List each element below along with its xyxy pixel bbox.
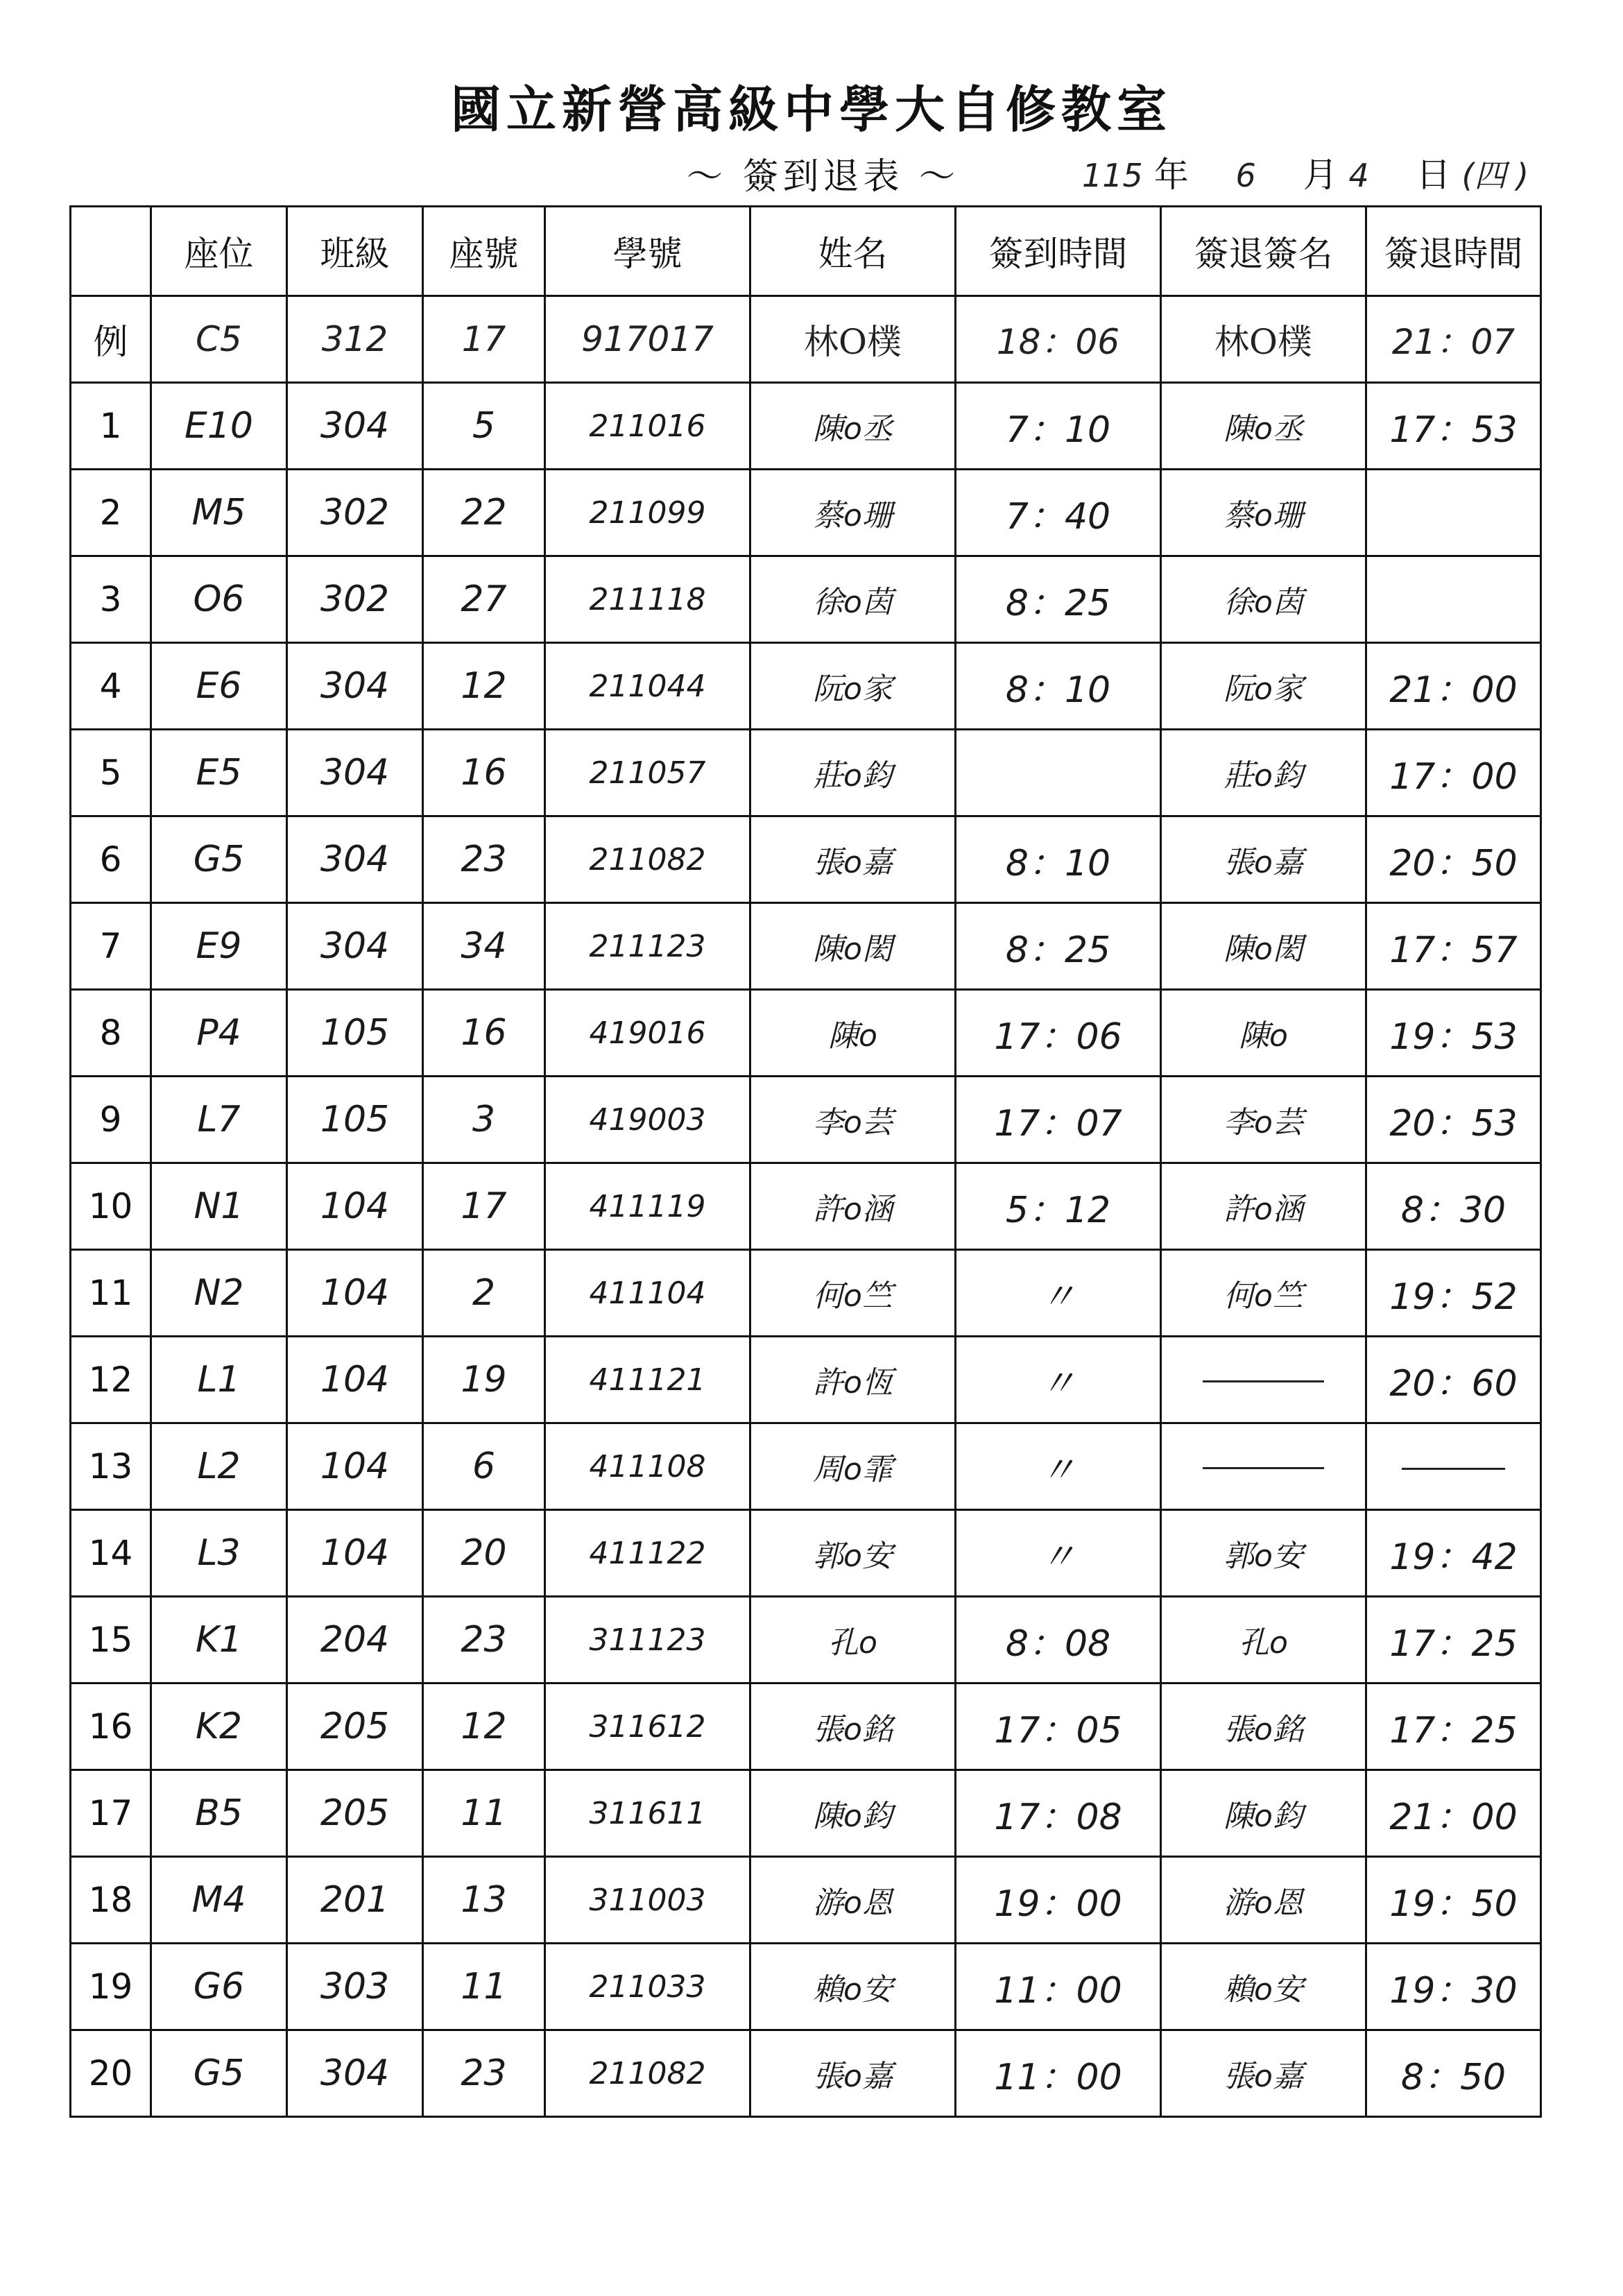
name-cell: 李o芸 [750, 1077, 956, 1163]
signature-cell: 徐o茵 [1161, 556, 1366, 643]
class-cell: 104 [287, 1510, 423, 1597]
class-cell: 104 [287, 1423, 423, 1510]
student-id-cell: 211082 [545, 816, 750, 903]
table-row [71, 1423, 1541, 1510]
checkin-time-cell: 〃 [956, 1423, 1161, 1510]
student-id-cell: 211118 [545, 556, 750, 643]
sign-in-table [69, 205, 1542, 2118]
seat-cell: L3 [151, 1510, 287, 1597]
class-cell: 104 [287, 1163, 423, 1250]
checkout-time-cell: 20：53 [1366, 1077, 1541, 1163]
row-number: 1 [71, 383, 151, 470]
student-id-cell: 411108 [545, 1423, 750, 1510]
date-day-label: 日 [1416, 155, 1451, 195]
seat-number-cell: 23 [423, 816, 545, 903]
seat-number-cell: 22 [423, 470, 545, 556]
student-id-cell: 211033 [545, 1944, 750, 2030]
row-number: 16 [71, 1684, 151, 1770]
checkin-time-cell: 8：10 [956, 643, 1161, 730]
name-cell: 陳o丞 [750, 383, 956, 470]
checkout-time-cell: 19：53 [1366, 990, 1541, 1077]
signature-cell: 陳o鈞 [1161, 1770, 1366, 1857]
table-row [71, 730, 1541, 816]
row-number: 6 [71, 816, 151, 903]
seat-number-cell: 23 [423, 1597, 545, 1684]
example-row [71, 296, 1541, 383]
signature-cell: 何o竺 [1161, 1250, 1366, 1337]
checkout-time-cell: 20：60 [1366, 1337, 1541, 1423]
seat-number-cell: 11 [423, 1944, 545, 2030]
checkin-time-cell [956, 730, 1161, 816]
signature-cell: 張o嘉 [1161, 2030, 1366, 2117]
student-id-cell: 211123 [545, 903, 750, 990]
student-id-cell: 211016 [545, 383, 750, 470]
name-cell: 郭o安 [750, 1510, 956, 1597]
class-cell: 304 [287, 730, 423, 816]
student-id-cell: 411119 [545, 1163, 750, 1250]
signature-cell: 蔡o珊 [1161, 470, 1366, 556]
signature-cell [1161, 1423, 1366, 1510]
row-number: 9 [71, 1077, 151, 1163]
row-number: 7 [71, 903, 151, 990]
table-row [71, 1684, 1541, 1770]
dash-mark [1402, 1468, 1505, 1470]
example-number: 17 [423, 296, 545, 383]
name-cell: 許o恆 [750, 1337, 956, 1423]
seat-cell: E10 [151, 383, 287, 470]
col-header-checkin: 簽到時間 [956, 207, 1161, 296]
example-checkout: 21：07 [1366, 296, 1541, 383]
row-number: 18 [71, 1857, 151, 1944]
checkin-time-cell: 17：05 [956, 1684, 1161, 1770]
class-cell: 303 [287, 1944, 423, 2030]
row-number: 15 [71, 1597, 151, 1684]
student-id-cell: 211082 [545, 2030, 750, 2117]
col-header-checkout: 簽退時間 [1366, 207, 1541, 296]
seat-number-cell: 16 [423, 730, 545, 816]
class-cell: 201 [287, 1857, 423, 1944]
name-cell: 陳o [750, 990, 956, 1077]
class-cell: 104 [287, 1337, 423, 1423]
seat-number-cell: 13 [423, 1857, 545, 1944]
dash-mark [1203, 1467, 1325, 1469]
seat-number-cell: 17 [423, 1163, 545, 1250]
class-cell: 204 [287, 1597, 423, 1684]
student-id-cell: 211099 [545, 470, 750, 556]
checkin-time-cell: 11：00 [956, 2030, 1161, 2117]
signature-cell: 郭o安 [1161, 1510, 1366, 1597]
class-cell: 304 [287, 816, 423, 903]
table-row [71, 1770, 1541, 1857]
row-number: 10 [71, 1163, 151, 1250]
checkout-time-cell [1366, 470, 1541, 556]
seat-cell: E5 [151, 730, 287, 816]
date-year-label: 年 [1153, 155, 1189, 195]
class-cell: 104 [287, 1250, 423, 1337]
student-id-cell: 211044 [545, 643, 750, 730]
class-cell: 105 [287, 990, 423, 1077]
student-id-cell: 419016 [545, 990, 750, 1077]
name-cell: 徐o茵 [750, 556, 956, 643]
name-cell: 阮o家 [750, 643, 956, 730]
checkout-time-cell: 21：00 [1366, 643, 1541, 730]
row-number: 20 [71, 2030, 151, 2117]
class-cell: 304 [287, 643, 423, 730]
checkout-time-cell: 17：57 [1366, 903, 1541, 990]
date-line [1082, 147, 1529, 197]
seat-number-cell: 19 [423, 1337, 545, 1423]
student-id-cell: 411121 [545, 1337, 750, 1423]
date-day: 4 [1348, 157, 1369, 194]
seat-number-cell: 2 [423, 1250, 545, 1337]
seat-cell: L2 [151, 1423, 287, 1510]
seat-number-cell: 5 [423, 383, 545, 470]
table-row [71, 990, 1541, 1077]
class-cell: 302 [287, 556, 423, 643]
seat-cell: N2 [151, 1250, 287, 1337]
class-cell: 304 [287, 383, 423, 470]
seat-cell: M4 [151, 1857, 287, 1944]
name-cell: 張o嘉 [750, 816, 956, 903]
checkin-time-cell: 7：10 [956, 383, 1161, 470]
seat-cell: G6 [151, 1944, 287, 2030]
signature-cell: 許o涵 [1161, 1163, 1366, 1250]
seat-cell: N1 [151, 1163, 287, 1250]
seat-cell: E9 [151, 903, 287, 990]
page-title: 國立新營高級中學大自修教室 [450, 80, 1172, 139]
dash-mark [1203, 1380, 1325, 1382]
name-cell: 張o銘 [750, 1684, 956, 1770]
col-header-no [71, 207, 151, 296]
checkin-time-cell: 17：06 [956, 990, 1161, 1077]
name-cell: 周o霏 [750, 1423, 956, 1510]
checkin-time-cell: 8：08 [956, 1597, 1161, 1684]
example-student-id: 917017 [545, 296, 750, 383]
seat-cell: M5 [151, 470, 287, 556]
table-row [71, 1250, 1541, 1337]
name-cell: 許o涵 [750, 1163, 956, 1250]
example-checkin: 18：06 [956, 296, 1161, 383]
checkin-time-cell: 〃 [956, 1250, 1161, 1337]
example-seat: C5 [151, 296, 287, 383]
seat-cell: G5 [151, 2030, 287, 2117]
row-number: 2 [71, 470, 151, 556]
checkout-time-cell [1366, 1423, 1541, 1510]
row-number: 3 [71, 556, 151, 643]
checkin-time-cell: 〃 [956, 1510, 1161, 1597]
signature-cell: 孔o [1161, 1597, 1366, 1684]
seat-number-cell: 20 [423, 1510, 545, 1597]
seat-cell: B5 [151, 1770, 287, 1857]
row-number: 14 [71, 1510, 151, 1597]
checkout-time-cell: 19：50 [1366, 1857, 1541, 1944]
seat-cell: G5 [151, 816, 287, 903]
student-id-cell: 419003 [545, 1077, 750, 1163]
form-subtitle: ～ 簽到退表 ～ [687, 156, 960, 198]
seat-number-cell: 27 [423, 556, 545, 643]
name-cell: 陳o閎 [750, 903, 956, 990]
signature-cell: 阮o家 [1161, 643, 1366, 730]
name-cell: 何o竺 [750, 1250, 956, 1337]
student-id-cell: 311611 [545, 1770, 750, 1857]
checkin-time-cell: 17：07 [956, 1077, 1161, 1163]
checkin-time-cell: 8：25 [956, 556, 1161, 643]
col-header-name: 姓名 [750, 207, 956, 296]
signature-cell: 陳o [1161, 990, 1366, 1077]
table-row [71, 1163, 1541, 1250]
checkout-time-cell: 17：00 [1366, 730, 1541, 816]
seat-number-cell: 34 [423, 903, 545, 990]
checkout-time-cell: 20：50 [1366, 816, 1541, 903]
seat-number-cell: 12 [423, 1684, 545, 1770]
student-id-cell: 411104 [545, 1250, 750, 1337]
checkin-time-cell: 5：12 [956, 1163, 1161, 1250]
example-label: 例 [71, 296, 151, 383]
name-cell: 蔡o珊 [750, 470, 956, 556]
checkin-time-cell: 8：25 [956, 903, 1161, 990]
table-row [71, 903, 1541, 990]
table-header [71, 207, 1541, 296]
checkout-time-cell: 8：50 [1366, 2030, 1541, 2117]
table-row [71, 383, 1541, 470]
checkin-time-cell: 7：40 [956, 470, 1161, 556]
checkout-time-cell: 17：53 [1366, 383, 1541, 470]
seat-number-cell: 11 [423, 1770, 545, 1857]
signature-cell [1161, 1337, 1366, 1423]
date-year: 115 [1082, 157, 1143, 194]
name-cell: 莊o鈞 [750, 730, 956, 816]
signature-cell: 陳o閎 [1161, 903, 1366, 990]
seat-number-cell: 16 [423, 990, 545, 1077]
signature-cell: 莊o鈞 [1161, 730, 1366, 816]
row-number: 13 [71, 1423, 151, 1510]
class-cell: 205 [287, 1770, 423, 1857]
student-id-cell: 311123 [545, 1597, 750, 1684]
table-row [71, 643, 1541, 730]
seat-cell: L1 [151, 1337, 287, 1423]
name-cell: 孔o [750, 1597, 956, 1684]
date-month-label: 月 [1303, 155, 1338, 195]
checkout-time-cell: 19：42 [1366, 1510, 1541, 1597]
table-row [71, 1510, 1541, 1597]
col-header-seat: 座位 [151, 207, 287, 296]
row-number: 11 [71, 1250, 151, 1337]
checkout-time-cell: 17：25 [1366, 1684, 1541, 1770]
seat-number-cell: 23 [423, 2030, 545, 2117]
student-id-cell: 311003 [545, 1857, 750, 1944]
class-cell: 105 [287, 1077, 423, 1163]
checkin-time-cell: 11：00 [956, 1944, 1161, 2030]
date-weekday: (四 ) [1461, 157, 1529, 194]
seat-number-cell: 3 [423, 1077, 545, 1163]
row-number: 4 [71, 643, 151, 730]
row-number: 19 [71, 1944, 151, 2030]
checkout-time-cell: 19：52 [1366, 1250, 1541, 1337]
student-id-cell: 211057 [545, 730, 750, 816]
table-row [71, 1857, 1541, 1944]
row-number: 8 [71, 990, 151, 1077]
col-header-number: 座號 [423, 207, 545, 296]
row-number: 17 [71, 1770, 151, 1857]
example-signature: 林O樸 [1161, 296, 1366, 383]
signature-cell: 游o恩 [1161, 1857, 1366, 1944]
col-header-class: 班級 [287, 207, 423, 296]
col-header-student-id: 學號 [545, 207, 750, 296]
table-row [71, 1597, 1541, 1684]
checkout-time-cell: 21：00 [1366, 1770, 1541, 1857]
date-month: 6 [1235, 157, 1256, 194]
name-cell: 張o嘉 [750, 2030, 956, 2117]
table-row [71, 1944, 1541, 2030]
class-cell: 304 [287, 2030, 423, 2117]
row-number: 5 [71, 730, 151, 816]
table-row [71, 1337, 1541, 1423]
seat-cell: P4 [151, 990, 287, 1077]
checkout-time-cell [1366, 556, 1541, 643]
example-class: 312 [287, 296, 423, 383]
seat-number-cell: 12 [423, 643, 545, 730]
table-row [71, 2030, 1541, 2117]
seat-cell: K1 [151, 1597, 287, 1684]
table-row [71, 556, 1541, 643]
checkin-time-cell: 19：00 [956, 1857, 1161, 1944]
seat-cell: K2 [151, 1684, 287, 1770]
checkin-time-cell: 〃 [956, 1337, 1161, 1423]
student-id-cell: 311612 [545, 1684, 750, 1770]
student-id-cell: 411122 [545, 1510, 750, 1597]
signature-cell: 賴o安 [1161, 1944, 1366, 2030]
checkout-time-cell: 19：30 [1366, 1944, 1541, 2030]
seat-cell: E6 [151, 643, 287, 730]
table-row [71, 1077, 1541, 1163]
signature-cell: 李o芸 [1161, 1077, 1366, 1163]
name-cell: 陳o鈞 [750, 1770, 956, 1857]
seat-cell: L7 [151, 1077, 287, 1163]
checkout-time-cell: 8：30 [1366, 1163, 1541, 1250]
class-cell: 302 [287, 470, 423, 556]
checkin-time-cell: 8：10 [956, 816, 1161, 903]
signature-cell: 張o銘 [1161, 1684, 1366, 1770]
signature-cell: 張o嘉 [1161, 816, 1366, 903]
checkin-time-cell: 17：08 [956, 1770, 1161, 1857]
col-header-signature: 簽退簽名 [1161, 207, 1366, 296]
seat-number-cell: 6 [423, 1423, 545, 1510]
example-name: 林O樸 [750, 296, 956, 383]
table-row [71, 816, 1541, 903]
table-row [71, 470, 1541, 556]
signature-cell: 陳o丞 [1161, 383, 1366, 470]
checkout-time-cell: 17：25 [1366, 1597, 1541, 1684]
seat-cell: O6 [151, 556, 287, 643]
row-number: 12 [71, 1337, 151, 1423]
name-cell: 游o恩 [750, 1857, 956, 1944]
name-cell: 賴o安 [750, 1944, 956, 2030]
class-cell: 205 [287, 1684, 423, 1770]
class-cell: 304 [287, 903, 423, 990]
